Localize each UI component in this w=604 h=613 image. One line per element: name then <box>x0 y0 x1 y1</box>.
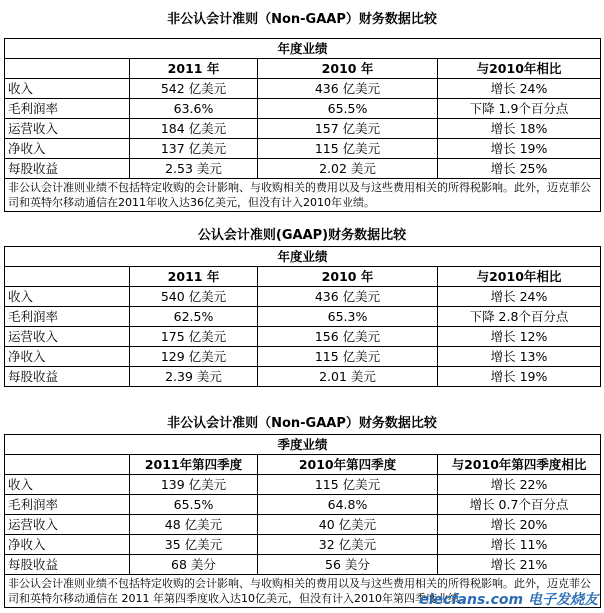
table2-cell: 增长 12% <box>438 327 601 347</box>
table3-cell: 40 亿美元 <box>258 515 438 535</box>
table2-cell: 毛利润率 <box>5 307 130 327</box>
table1-cell: 运营收入 <box>5 119 130 139</box>
table2-cell: 增长 13% <box>438 347 601 367</box>
table3-cell: 增长 11% <box>438 535 601 555</box>
table2 <box>4 246 601 387</box>
table3 <box>4 434 601 608</box>
table3-cell: 每股收益 <box>5 555 130 575</box>
table3-cell: 毛利润率 <box>5 495 130 515</box>
table2-cell: 62.5% <box>130 307 258 327</box>
table3-header-2: 2010年第四季度 <box>258 455 438 475</box>
table3-section: 季度业绩 <box>5 435 601 455</box>
table2-header-1: 2011 年 <box>130 267 258 287</box>
table2-cell: 运营收入 <box>5 327 130 347</box>
table2-cell: 每股收益 <box>5 367 130 387</box>
table3-cell: 增长 21% <box>438 555 601 575</box>
table2-cell: 下降 2.8个百分点 <box>438 307 601 327</box>
table3-cell: 运营收入 <box>5 515 130 535</box>
table-row <box>5 347 601 367</box>
table3-cell: 56 美分 <box>258 555 438 575</box>
table2-cell: 115 亿美元 <box>258 347 438 367</box>
table1 <box>4 38 601 212</box>
table2-cell: 436 亿美元 <box>258 287 438 307</box>
table1-cell: 增长 25% <box>438 159 601 179</box>
table-row <box>5 307 601 327</box>
table1-note: 非公认会计准则业绩不包括特定收购的会计影响、与收购相关的费用以及与这些费用相关的所得税影响。此外，迈克菲公司和英特尔移动通信在2011年收入达36亿美元，但没有计入2010年业绩。 <box>5 179 601 212</box>
table3-cell: 48 亿美元 <box>130 515 258 535</box>
table1-cell: 542 亿美元 <box>130 79 258 99</box>
table3-cell: 35 亿美元 <box>130 535 258 555</box>
table3-header-0 <box>5 455 130 475</box>
table3-cell: 增长 22% <box>438 475 601 495</box>
table1-header-3: 与2010年相比 <box>438 59 601 79</box>
table2-cell: 540 亿美元 <box>130 287 258 307</box>
table1-cell: 2.02 美元 <box>258 159 438 179</box>
table3-cell: 增长 20% <box>438 515 601 535</box>
table2-header-2: 2010 年 <box>258 267 438 287</box>
table2-header-3: 与2010年相比 <box>438 267 601 287</box>
table1-cell: 净收入 <box>5 139 130 159</box>
table1-cell: 每股收益 <box>5 159 130 179</box>
table1-cell: 毛利润率 <box>5 99 130 119</box>
table1-cell: 436 亿美元 <box>258 79 438 99</box>
table-row <box>5 79 601 99</box>
table1-cell: 63.6% <box>130 99 258 119</box>
table-row <box>5 287 601 307</box>
table2-header-0 <box>5 267 130 287</box>
table3-cell: 32 亿美元 <box>258 535 438 555</box>
table3-cell: 68 美分 <box>130 555 258 575</box>
table3-cell: 65.5% <box>130 495 258 515</box>
table-row <box>5 515 601 535</box>
table1-cell: 增长 18% <box>438 119 601 139</box>
table-row <box>5 535 601 555</box>
table2-cell: 增长 19% <box>438 367 601 387</box>
table1-cell: 下降 1.9个百分点 <box>438 99 601 119</box>
table1-title: 非公认会计准则（Non-GAAP）财务数据比较 <box>167 12 437 27</box>
table-row <box>5 555 601 575</box>
table-row <box>5 367 601 387</box>
table1-cell: 184 亿美元 <box>130 119 258 139</box>
table3-cell: 64.8% <box>258 495 438 515</box>
table3-title: 非公认会计准则（Non-GAAP）财务数据比较 <box>167 416 437 431</box>
table3-cell: 139 亿美元 <box>130 475 258 495</box>
table2-cell: 净收入 <box>5 347 130 367</box>
table2-cell: 收入 <box>5 287 130 307</box>
table1-cell: 65.5% <box>258 99 438 119</box>
table3-note: 非公认会计准则业绩不包括特定收购的会计影响、与收购相关的费用以及与这些费用相关的所得税影响。此外，迈克菲公司和英特尔移动通信在 2011 年第四季度收入达10亿美元，但没有计入2010年第四季度业绩。 <box>5 575 601 608</box>
table-row <box>5 139 601 159</box>
table-row <box>5 475 601 495</box>
table2-title: 公认会计准则(GAAP)财务数据比较 <box>197 228 407 243</box>
table1-cell: 157 亿美元 <box>258 119 438 139</box>
table-row <box>5 99 601 119</box>
table2-cell: 175 亿美元 <box>130 327 258 347</box>
table-row <box>5 119 601 139</box>
table1-cell: 增长 19% <box>438 139 601 159</box>
table2-cell: 2.01 美元 <box>258 367 438 387</box>
table2-cell: 65.3% <box>258 307 438 327</box>
table2-section: 年度业绩 <box>5 247 601 267</box>
table1-header-2: 2010 年 <box>258 59 438 79</box>
table1-cell: 115 亿美元 <box>258 139 438 159</box>
table3-cell: 增长 0.7个百分点 <box>438 495 601 515</box>
table1-header-1: 2011 年 <box>130 59 258 79</box>
table3-cell: 收入 <box>5 475 130 495</box>
table3-cell: 115 亿美元 <box>258 475 438 495</box>
table2-cell: 129 亿美元 <box>130 347 258 367</box>
table-row <box>5 327 601 347</box>
table3-header-1: 2011年第四季度 <box>130 455 258 475</box>
table2-cell: 156 亿美元 <box>258 327 438 347</box>
table2-cell: 增长 24% <box>438 287 601 307</box>
table1-section: 年度业绩 <box>5 39 601 59</box>
table1-header-0 <box>5 59 130 79</box>
table1-cell: 增长 24% <box>438 79 601 99</box>
watermark-logo: elecfans.com 电子发烧友 <box>419 592 598 608</box>
table1-cell: 137 亿美元 <box>130 139 258 159</box>
table3-header-3: 与2010年第四季度相比 <box>438 455 601 475</box>
table1-cell: 2.53 美元 <box>130 159 258 179</box>
table-row <box>5 495 601 515</box>
table-row <box>5 159 601 179</box>
table1-cell: 收入 <box>5 79 130 99</box>
table2-cell: 2.39 美元 <box>130 367 258 387</box>
table3-cell: 净收入 <box>5 535 130 555</box>
